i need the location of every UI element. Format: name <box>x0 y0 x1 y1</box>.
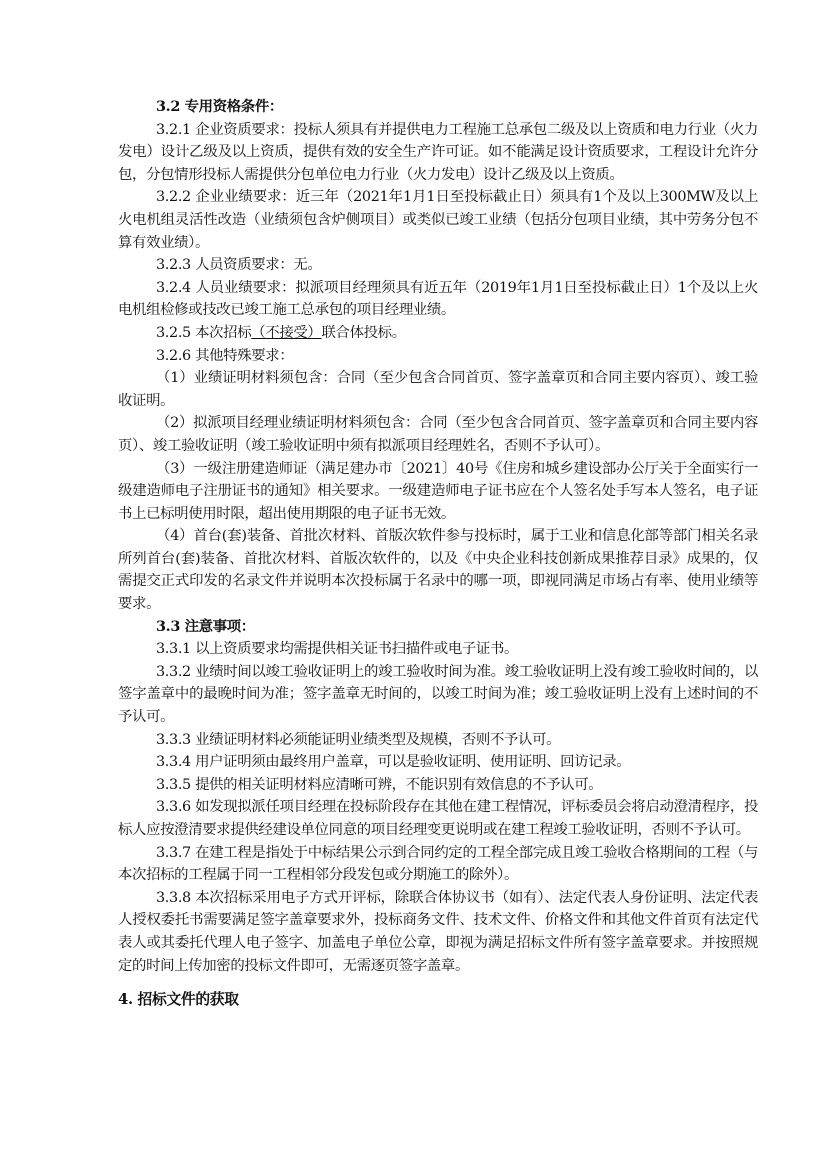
clause-3-2-1: 3.2.1 企业资质要求：投标人须具有并提供电力工程施工总承包二级及以上资质和电力行业（火力发电）设计乙级及以上资质，提供有效的安全生产许可证。如不能满足设计资质要求，工程设计允许分包，分包情形投标人需提供分包单位电力行业（火力发电）设计乙级及以上资质。 <box>118 121 758 183</box>
section-3-2-heading: 3.2 专用资格条件： <box>156 98 283 115</box>
clause-3-2-6: 3.2.6 其他特殊要求： <box>156 347 294 364</box>
clause-3-2-4: 3.2.4 人员业绩要求：拟派项目经理须具有近五年（2019年1月1日至投标截止日）1个及以上火电机组检修或技改已竣工施工总承包的项目经理业绩。 <box>118 279 758 319</box>
clause-3-2-5-prefix: 3.2.5 本次招标 <box>156 324 252 341</box>
clause-3-3-5: 3.3.5 提供的相关证明材料应清晰可辨，不能识别有效信息的不予认可。 <box>156 776 603 793</box>
clause-3-3-6: 3.3.6 如发现拟派任项目经理在投标阶段存在其他在建工程情况，评标委员会将启动澄清程序，投标人应按澄清要求提供经建设单位同意的项目经理变更说明或在建工程竣工验收证明，否则不予认可。 <box>118 799 758 838</box>
clause-3-3-8: 3.3.8 本次招标采用电子方式开评标，除联合体协议书（如有）、法定代表人身份证明、法定代表人授权委托书需要满足签字盖章要求外，投标商务文件、技术文件、价格文件和其他文件首页有法定代表人或其委托代理人电子签字、加盖电子单位公章，即视为满足招标文件所有签字盖章要求。并按照规定的时间上传加密的投标文件即可，无需逐页签字盖章。 <box>118 889 758 974</box>
section-3-3-heading: 3.3 注意事项： <box>156 617 255 635</box>
clause-3-3-3: 3.3.3 业绩证明材料必须能证明业绩类型及规模，否则不予认可。 <box>156 731 561 748</box>
consortium-option-underlined: （不接受） <box>251 324 322 341</box>
document-body <box>118 96 758 1012</box>
clause-3-3-7: 3.3.7 在建工程是指处于中标结果公示到合同约定的工程全部完成且竣工验收合格期间的工程（与本次招标的工程属于同一工程相邻分段发包或分期施工的除外）。 <box>118 844 758 884</box>
clause-3-2-5-suffix: 联合体投标。 <box>321 324 406 341</box>
clause-3-2-5 <box>118 322 758 345</box>
section-4-heading: 4. 招标文件的获取 <box>118 991 239 1009</box>
clause-3-3-1: 3.3.1 以上资质要求均需提供相关证书扫描件或电子证书。 <box>156 641 519 658</box>
clause-3-2-3: 3.2.3 人员资质要求：无。 <box>156 257 322 274</box>
clause-3-3-2: 3.3.2 业绩时间以竣工验收证明上的竣工验收时间为准。竣工验收证明上没有竣工验收时间的，以签字盖章中的最晚时间为准；签字盖章无时间的，以竣工时间为准；竣工验收证明上没有上述时间的不予认可。 <box>118 663 758 726</box>
special-requirement-1: （1）业绩证明材料须包含：合同（至少包含合同首页、签字盖章页和合同主要内容页）、竣工验收证明。 <box>118 370 758 409</box>
special-requirement-2: （2）拟派项目经理业绩证明材料须包含：合同（至少包含合同首页、签字盖章页和合同主要内容页）、竣工验收证明（竣工验收证明中须有拟派项目经理姓名，否则不予认可）。 <box>118 415 758 454</box>
clause-3-3-4: 3.3.4 用户证明须由最终用户盖章，可以是验收证明、使用证明、回访记录。 <box>156 754 631 771</box>
special-requirement-3: （3）一级注册建造师证（满足建办市〔2021〕40号《住房和城乡建设部办公厅关于全面实行一级建造师电子注册证书的通知》相关要求。一级建造师电子证书应在个人签名处手写本人签名，电子证书上已标明使用时限，超出使用期限的电子证书无效。 <box>118 460 758 522</box>
special-requirement-4: （4）首台(套)装备、首批次材料、首版次软件参与投标时，属于工业和信息化部等部门相关名录所列首台(套)装备、首批次材料、首版次软件的，以及《中央企业科技创新成果推荐目录》成果的，仅需提交正式印发的名录文件并说明本次投标属于名录中的哪一项，即视同满足市场占有率、使用业绩等要求。 <box>118 528 758 613</box>
clause-3-2-2: 3.2.2 企业业绩要求：近三年（2021年1月1日至投标截止日）须具有1个及以上300MW及以上火电机组灵活性改造（业绩须包含炉侧项目）或类似已竣工业绩（包括分包项目业绩，其中劳务分包不算有效业绩）。 <box>118 189 758 251</box>
